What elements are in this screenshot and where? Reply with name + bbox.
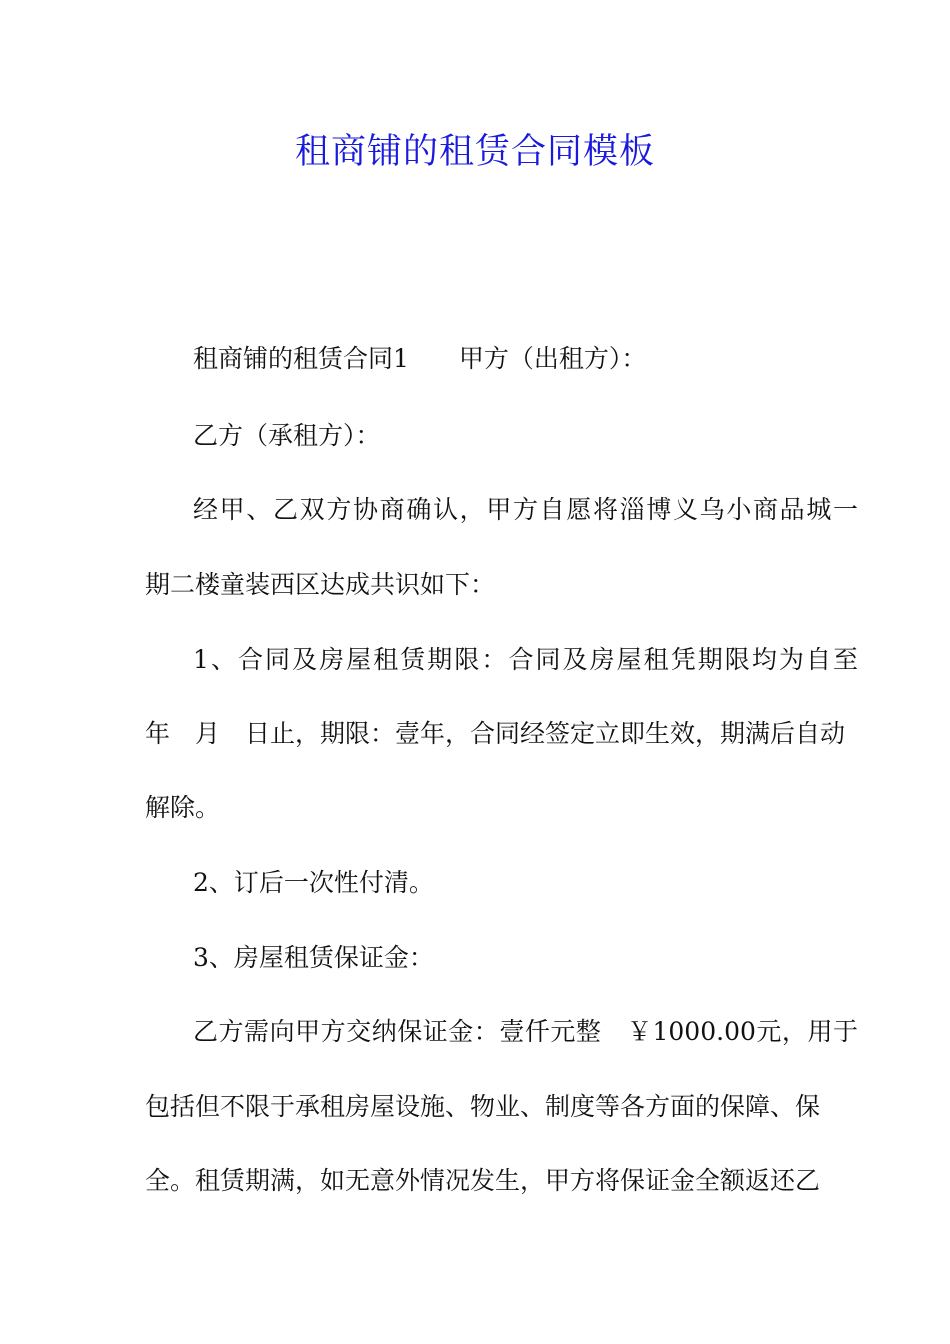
document-title: 租商铺的租赁合同模板	[294, 132, 655, 172]
deposit-line: 包括但不限于承租房屋设施、物业、制度等各方面的保障、保	[145, 1092, 821, 1121]
deposit-line: 全。租赁期满，如无意外情况发生，甲方将保证金全额返还乙	[145, 1166, 821, 1195]
clause-1-line: 年 月 日止，期限：壹年，合同经签定立即生效，期满后自动	[145, 719, 846, 748]
clause-1-line: 解除。	[145, 793, 221, 822]
party-b-line: 乙方（承租方）：	[193, 421, 381, 450]
contract-heading-party-a: 租商铺的租赁合同1 甲方（出租方）：	[193, 344, 647, 373]
deposit-line: 乙方需向甲方交纳保证金：壹仟元整 ￥1000.00元，用于	[193, 1017, 858, 1046]
clause-1-line: 1、合同及房屋租赁期限：合同及房屋租凭期限均为自至	[193, 645, 858, 674]
clause-3-line: 3、房屋租赁保证金：	[193, 943, 434, 972]
paragraph-line: 期二楼童装西区达成共识如下：	[145, 570, 496, 599]
clause-2-line: 2、订后一次性付清。	[193, 868, 434, 897]
paragraph-line: 经甲、乙双方协商确认，甲方自愿将淄博义乌小商品城一	[193, 495, 858, 524]
